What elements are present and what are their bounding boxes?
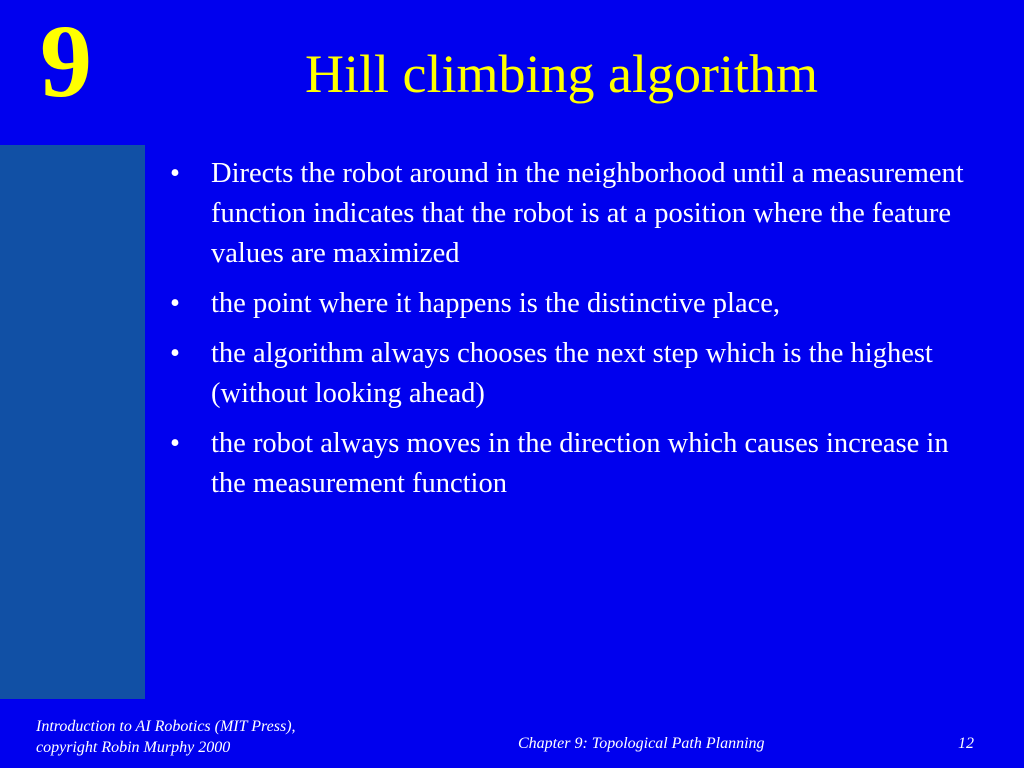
footer-credit (36, 716, 396, 758)
bullet-text: Directs the robot around in the neighborhood until a measurement function indicates that the robot is at a position where the feature values are maximized (211, 158, 964, 269)
footer-chapter-label: Chapter 9: Topological Path Planning (518, 735, 765, 752)
footer-credit-line: Introduction to AI Robotics (MIT Press), (36, 718, 296, 735)
bullet-dot-icon: • (170, 428, 180, 459)
bullet-list (170, 154, 990, 514)
bullet-dot-icon: • (170, 158, 180, 189)
bullet-text: the point where it happens is the distinctive place, (211, 288, 781, 319)
bullet-item (170, 334, 990, 414)
bullet-dot-icon: • (170, 288, 180, 319)
bullet-item (170, 424, 990, 504)
bullet-item (170, 284, 990, 324)
bullet-text: the robot always moves in the direction which causes increase in the measurement function (211, 428, 949, 499)
footer-page-number: 12 (958, 735, 974, 752)
side-panel (0, 145, 145, 699)
bullet-dot-icon: • (170, 338, 180, 369)
chapter-number: 9 (40, 4, 92, 119)
bullet-text: the algorithm always chooses the next step which is the highest (without looking ahead) (211, 338, 933, 409)
footer-credit-line: copyright Robin Murphy 2000 (36, 739, 231, 756)
slide-title: Hill climbing algorithm (305, 44, 818, 104)
bullet-item (170, 154, 990, 274)
